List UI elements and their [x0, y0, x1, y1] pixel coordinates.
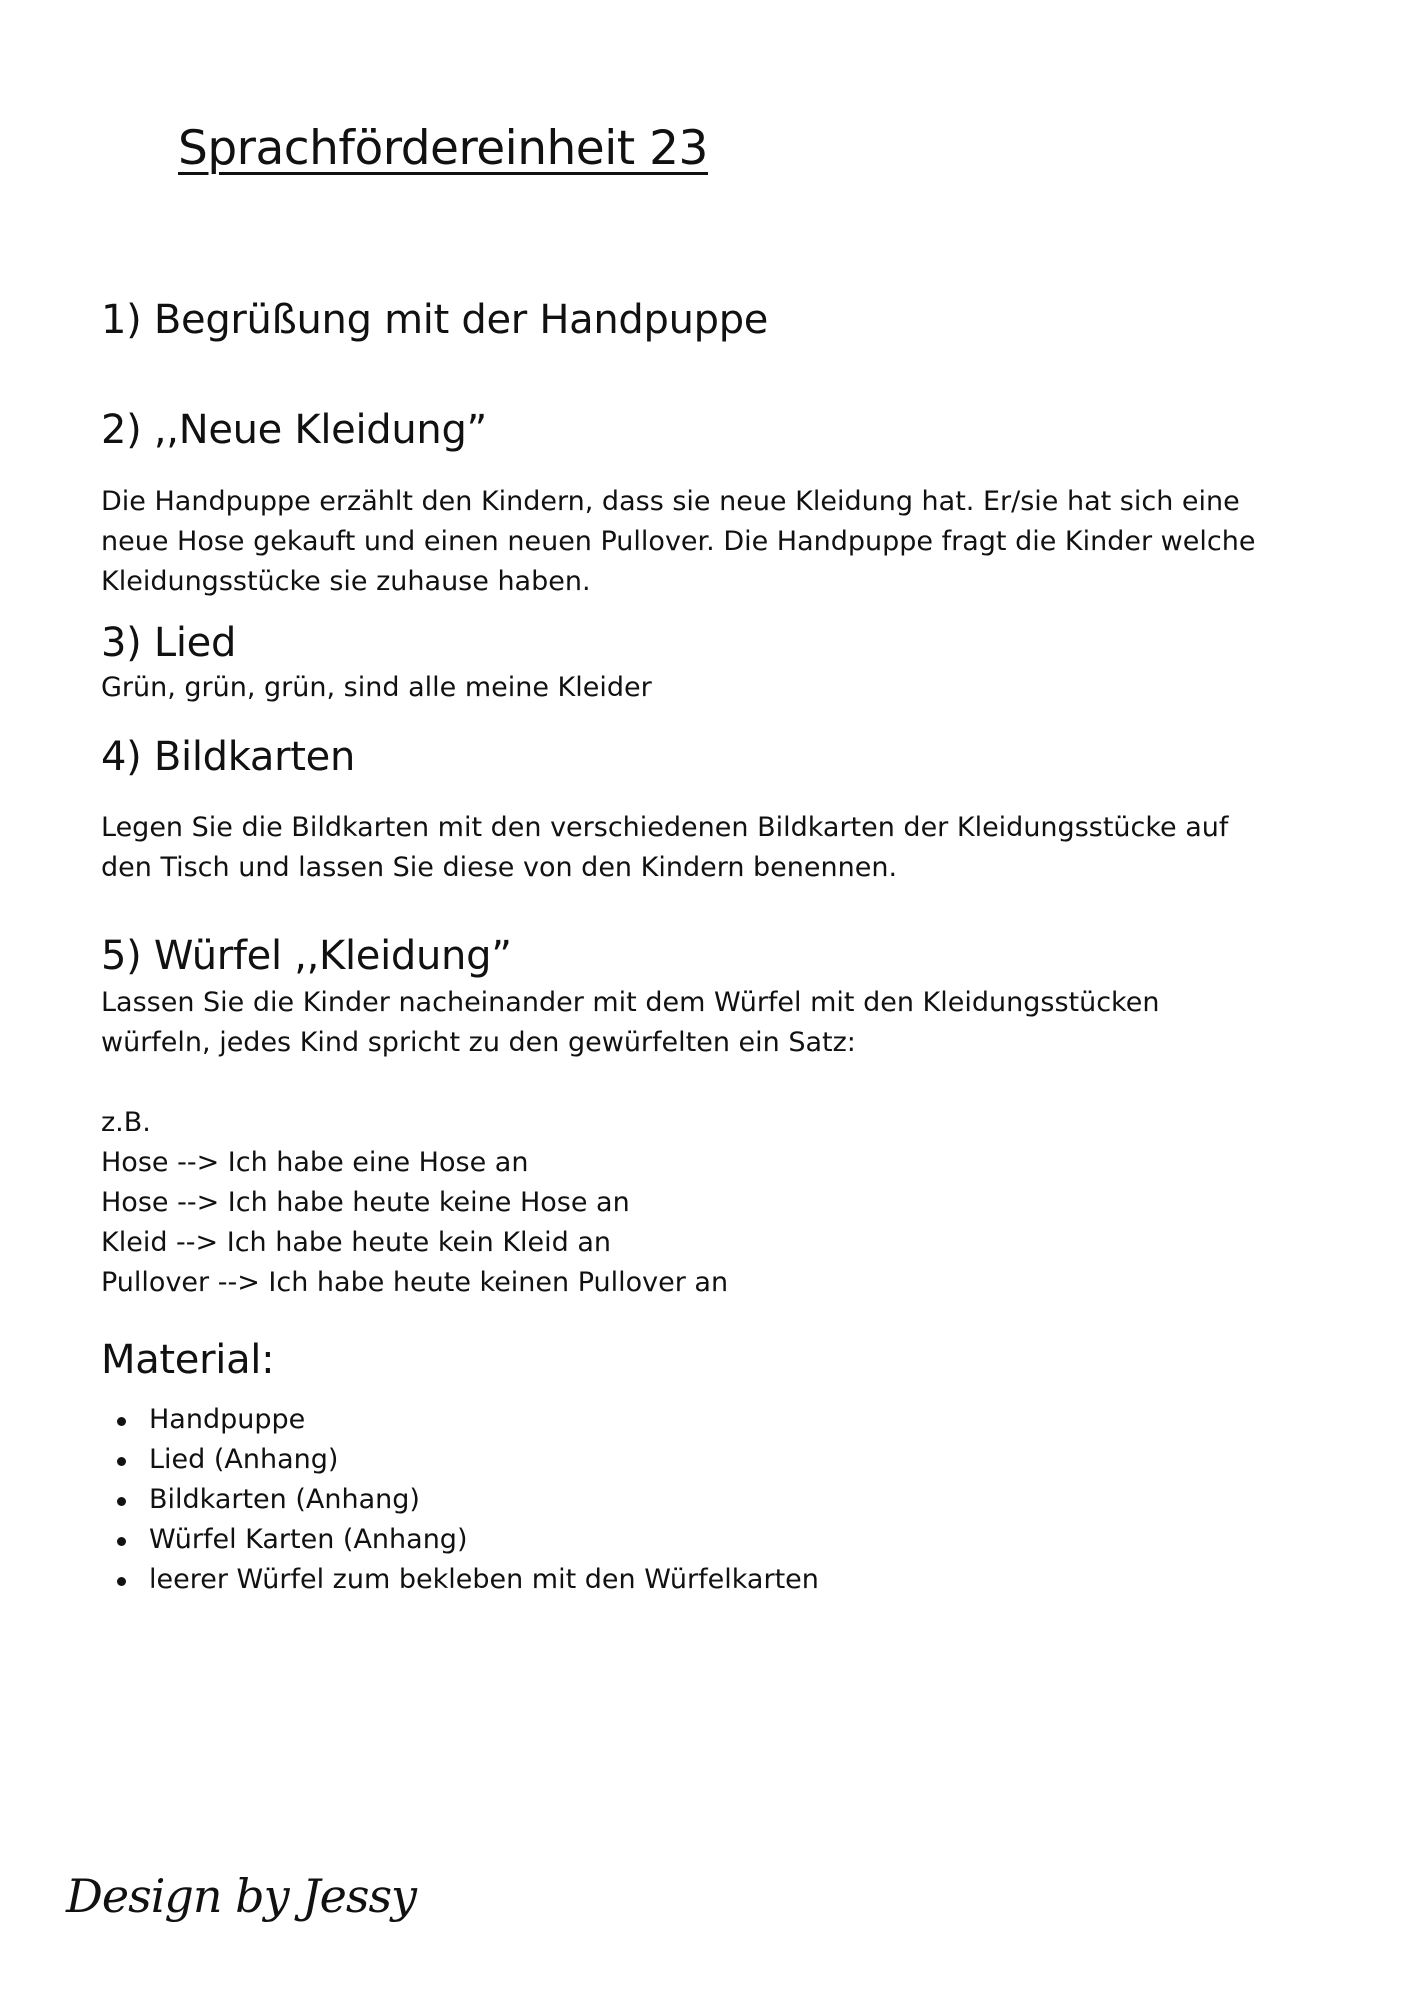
example-line: Hose --> Ich habe eine Hose an — [101, 1147, 529, 1178]
material-item — [101, 1400, 819, 1440]
bullet-icon — [117, 1577, 126, 1586]
examples-label: z.B. — [101, 1107, 151, 1138]
material-item-label: Lied (Anhang) — [149, 1444, 339, 1475]
material-item-label: Bildkarten (Anhang) — [149, 1484, 420, 1515]
section-text-picture-cards — [101, 808, 1341, 888]
paragraph-line: Die Handpuppe erzählt den Kindern, dass sie neue Kleidung hat. Er/sie hat sich eine — [101, 486, 1240, 517]
material-item — [101, 1520, 819, 1560]
material-item-label: leerer Würfel zum bekleben mit den Würfelkarten — [149, 1564, 819, 1595]
example-line: Pullover --> Ich habe heute keinen Pullover an — [101, 1267, 729, 1298]
material-item — [101, 1440, 819, 1480]
dice-examples — [101, 1103, 1341, 1303]
section-heading-greeting: 1) Begrüßung mit der Handpuppe — [101, 297, 769, 343]
example-line: Kleid --> Ich habe heute kein Kleid an — [101, 1227, 612, 1258]
section-text-new-clothes — [101, 482, 1341, 602]
material-item-label: Handpuppe — [149, 1404, 306, 1435]
material-list — [101, 1400, 819, 1600]
section-text-song: Grün, grün, grün, sind alle meine Kleider — [101, 672, 652, 703]
signature: Design by Jessy — [66, 1869, 417, 1923]
example-line: Hose --> Ich habe heute keine Hose an — [101, 1187, 630, 1218]
bullet-icon — [117, 1497, 126, 1506]
bullet-icon — [117, 1417, 126, 1426]
section-heading-new-clothes: 2) ,,Neue Kleidung” — [101, 407, 487, 453]
paragraph-line: den Tisch und lassen Sie diese von den Kindern benennen. — [101, 852, 898, 883]
bullet-icon — [117, 1537, 126, 1546]
material-item-label: Würfel Karten (Anhang) — [149, 1524, 468, 1555]
material-item — [101, 1480, 819, 1520]
paragraph-line: würfeln, jedes Kind spricht zu den gewürfelten ein Satz: — [101, 1027, 856, 1058]
material-item — [101, 1560, 819, 1600]
section-heading-song: 3) Lied — [101, 620, 237, 666]
paragraph-line: Legen Sie die Bildkarten mit den verschiedenen Bildkarten der Kleidungsstücke auf — [101, 812, 1229, 843]
section-text-dice — [101, 983, 1341, 1063]
section-heading-picture-cards: 4) Bildkarten — [101, 734, 355, 780]
paragraph-line: neue Hose gekauft und einen neuen Pullover. Die Handpuppe fragt die Kinder welche — [101, 526, 1256, 557]
section-heading-dice: 5) Würfel ,,Kleidung” — [101, 933, 512, 979]
bullet-icon — [117, 1457, 126, 1466]
page-title: Sprachfördereinheit 23 — [178, 121, 708, 176]
paragraph-line: Kleidungsstücke sie zuhause haben. — [101, 566, 591, 597]
paragraph-line: Lassen Sie die Kinder nacheinander mit dem Würfel mit den Kleidungsstücken — [101, 987, 1160, 1018]
material-heading: Material: — [101, 1337, 275, 1383]
